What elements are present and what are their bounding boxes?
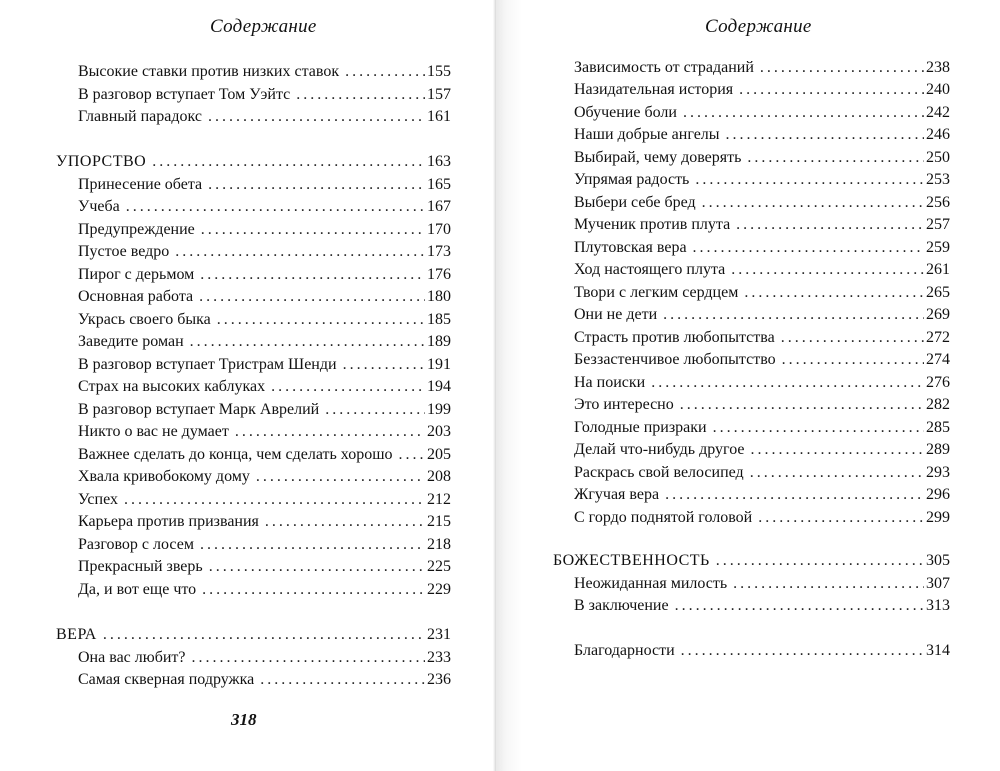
entry-page: 276 — [926, 374, 950, 391]
leader-dots — [265, 512, 425, 532]
entry-page: 274 — [926, 351, 950, 368]
entry-page: 167 — [427, 198, 451, 215]
entry-page: 208 — [427, 468, 451, 485]
entry-title: Пустое ведро — [78, 243, 170, 260]
leader-dots — [680, 395, 924, 415]
entry-page: 215 — [427, 513, 451, 530]
leader-dots — [663, 305, 924, 325]
entry-page: 253 — [926, 171, 950, 188]
entry-page: 272 — [926, 329, 950, 346]
toc-entry — [78, 422, 451, 442]
toc-entry — [78, 265, 451, 285]
leader-dots — [235, 422, 425, 442]
left-page — [0, 0, 496, 771]
entry-page: 189 — [427, 333, 451, 350]
entry-page: 257 — [926, 216, 950, 233]
entry-title: В разговор вступает Том Уэйтс — [78, 86, 291, 103]
leader-dots — [747, 148, 924, 168]
entry-title: Зависимость от страданий — [574, 59, 754, 76]
running-head: Содержание — [705, 16, 812, 37]
entry-title: Важнее сделать до конца, чем сделать хорошо — [78, 446, 393, 463]
leader-dots — [152, 152, 425, 172]
page-number: 318 — [231, 710, 257, 729]
toc-entry — [78, 490, 451, 510]
leader-dots — [202, 580, 425, 600]
section-page: 163 — [427, 153, 451, 170]
entry-title: Да, и вот еще что — [78, 581, 197, 598]
entry-title: Обучение боли — [574, 104, 677, 121]
toc-entry — [78, 287, 451, 307]
leader-dots — [750, 463, 924, 483]
leader-dots — [739, 80, 924, 100]
entry-title: Никто о вас не думает — [78, 423, 229, 440]
entry-title: Они не дети — [574, 306, 658, 323]
entry-title: Карьера против призвания — [78, 513, 259, 530]
toc-entry — [78, 332, 451, 352]
toc-section — [56, 625, 451, 645]
leader-dots — [209, 557, 425, 577]
leader-dots — [103, 625, 425, 645]
toc-entry — [574, 574, 950, 594]
entry-page: 236 — [427, 671, 451, 688]
entry-title: Наши добрые ангелы — [574, 126, 720, 143]
entry-title: Хвала кривобокому дому — [78, 468, 250, 485]
toc-entry — [78, 197, 451, 217]
entry-page: 242 — [926, 104, 950, 121]
entry-page: 289 — [926, 441, 950, 458]
leader-dots — [782, 350, 924, 370]
entry-page: 161 — [427, 108, 451, 125]
toc-entry — [78, 62, 451, 82]
toc-entry — [574, 170, 950, 190]
entry-page: 299 — [926, 509, 950, 526]
toc-entry — [574, 305, 950, 325]
leader-dots — [781, 328, 924, 348]
entry-title: Высокие ставки против низких ставок — [78, 63, 340, 80]
toc-list — [496, 0, 1000, 771]
entry-title: Самая скверная подружка — [78, 671, 255, 688]
leader-dots — [343, 355, 425, 375]
toc-section — [56, 152, 451, 172]
leader-dots — [733, 574, 924, 594]
entry-title: Назидательная история — [574, 81, 734, 98]
leader-dots — [693, 238, 924, 258]
entry-title: Это интересно — [574, 396, 674, 413]
entry-title: В заключение — [574, 597, 669, 614]
leader-dots — [256, 467, 425, 487]
entry-page: 218 — [427, 536, 451, 553]
section-page: 231 — [427, 626, 451, 643]
entry-title: Беззастенчивое любопытство — [574, 351, 776, 368]
entry-title: Укрась своего быка — [78, 311, 211, 328]
toc-entry — [574, 80, 950, 100]
entry-title: Пирог с дерьмом — [78, 266, 195, 283]
entry-title: Страсть против любопытства — [574, 329, 775, 346]
toc-entry — [78, 310, 451, 330]
toc-entry — [78, 580, 451, 600]
leader-dots — [200, 535, 425, 555]
leader-dots — [675, 596, 924, 616]
leader-dots — [736, 215, 924, 235]
leader-dots — [199, 287, 425, 307]
entry-title: Неожиданная милость — [574, 575, 728, 592]
toc-entry — [574, 485, 950, 505]
entry-page: 185 — [427, 311, 451, 328]
entry-title: Делай что-нибудь другое — [574, 441, 745, 458]
leader-dots — [208, 175, 425, 195]
leader-dots — [751, 440, 925, 460]
entry-page: 307 — [926, 575, 950, 592]
entry-title: Раскрась свой велосипед — [574, 464, 744, 481]
leader-dots — [651, 373, 924, 393]
leader-dots — [217, 310, 425, 330]
leader-dots — [208, 107, 425, 127]
entry-title: Выбери себе бред — [574, 194, 696, 211]
entry-page: 199 — [427, 401, 451, 418]
leader-dots — [345, 62, 425, 82]
leader-dots — [271, 377, 425, 397]
toc-entry — [574, 373, 950, 393]
leader-dots — [399, 445, 425, 465]
entry-title: Выбирай, чему доверять — [574, 149, 742, 166]
toc-entry — [574, 58, 950, 78]
section-page: 305 — [926, 552, 950, 569]
entry-title: Благодарности — [574, 642, 675, 659]
toc-entry — [574, 463, 950, 483]
toc-entry — [78, 467, 451, 487]
entry-title: В разговор вступает Тристрам Шенди — [78, 356, 337, 373]
leader-dots — [665, 485, 924, 505]
leader-dots — [713, 418, 924, 438]
entry-page: 212 — [427, 491, 451, 508]
toc-entry — [78, 445, 451, 465]
entry-page: 282 — [926, 396, 950, 413]
entry-page: 203 — [427, 423, 451, 440]
leader-dots — [695, 170, 924, 190]
entry-title: Страх на высоких каблуках — [78, 378, 266, 395]
entry-page: 314 — [926, 642, 950, 659]
toc-entry — [574, 103, 950, 123]
toc-list — [0, 0, 496, 771]
entry-page: 157 — [427, 86, 451, 103]
entry-page: 180 — [427, 288, 451, 305]
leader-dots — [758, 508, 924, 528]
toc-entry — [78, 670, 451, 690]
toc-entry — [78, 355, 451, 375]
entry-page: 155 — [427, 63, 451, 80]
toc-entry — [574, 641, 950, 661]
leader-dots — [260, 670, 425, 690]
entry-title: Прекрасный зверь — [78, 558, 203, 575]
leader-dots — [201, 220, 425, 240]
entry-page: 173 — [427, 243, 451, 260]
entry-page: 233 — [427, 649, 451, 666]
toc-entry — [574, 440, 950, 460]
toc-entry — [574, 125, 950, 145]
entry-title: Упрямая радость — [574, 171, 690, 188]
entry-title: Плутовская вера — [574, 239, 687, 256]
toc-entry — [574, 395, 950, 415]
toc-entry — [78, 557, 451, 577]
toc-entry — [78, 512, 451, 532]
leader-dots — [200, 265, 425, 285]
leader-dots — [190, 332, 425, 352]
entry-title: Ход настоящего плута — [574, 261, 726, 278]
toc-entry — [574, 148, 950, 168]
leader-dots — [192, 648, 426, 668]
toc-entry — [78, 400, 451, 420]
toc-entry — [78, 242, 451, 262]
toc-entry — [78, 535, 451, 555]
entry-title: Предупреждение — [78, 221, 195, 238]
toc-entry — [574, 238, 950, 258]
toc-entry — [574, 283, 950, 303]
section-title: УПОРСТВО — [56, 153, 147, 170]
entry-page: 176 — [427, 266, 451, 283]
entry-title: Заведите роман — [78, 333, 184, 350]
entry-page: 240 — [926, 81, 950, 98]
leader-dots — [744, 283, 924, 303]
toc-entry — [78, 107, 451, 127]
toc-entry — [78, 220, 451, 240]
entry-page: 205 — [427, 446, 451, 463]
toc-entry — [78, 175, 451, 195]
entry-page: 293 — [926, 464, 950, 481]
leader-dots — [760, 58, 924, 78]
entry-page: 238 — [926, 59, 950, 76]
leader-dots — [731, 260, 924, 280]
entry-page: 246 — [926, 126, 950, 143]
entry-page: 165 — [427, 176, 451, 193]
leader-dots — [325, 400, 425, 420]
entry-page: 285 — [926, 419, 950, 436]
entry-page: 191 — [427, 356, 451, 373]
leader-dots — [716, 551, 924, 571]
toc-entry — [574, 350, 950, 370]
entry-page: 229 — [427, 581, 451, 598]
leader-dots — [124, 490, 425, 510]
entry-title: Главный парадокс — [78, 108, 202, 125]
toc-entry — [78, 85, 451, 105]
entry-title: Жгучая вера — [574, 486, 660, 503]
entry-page: 265 — [926, 284, 950, 301]
entry-title: Она вас любит? — [78, 649, 186, 666]
toc-entry — [574, 328, 950, 348]
entry-page: 256 — [926, 194, 950, 211]
entry-title: В разговор вступает Марк Аврелий — [78, 401, 320, 418]
leader-dots — [702, 193, 924, 213]
entry-page: 261 — [926, 261, 950, 278]
toc-entry — [78, 377, 451, 397]
leader-dots — [683, 103, 924, 123]
entry-title: Успех — [78, 491, 118, 508]
right-page — [496, 0, 1000, 771]
entry-page: 296 — [926, 486, 950, 503]
toc-entry — [574, 508, 950, 528]
toc-entry — [574, 596, 950, 616]
toc-entry — [574, 193, 950, 213]
entry-title: Голодные призраки — [574, 419, 707, 436]
entry-page: 170 — [427, 221, 451, 238]
leader-dots — [681, 641, 924, 661]
leader-dots — [296, 85, 425, 105]
section-title: ВЕРА — [56, 626, 97, 643]
toc-entry — [574, 260, 950, 280]
entry-page: 259 — [926, 239, 950, 256]
entry-title: С гордо поднятой головой — [574, 509, 753, 526]
leader-dots — [726, 125, 924, 145]
entry-title: Основная работа — [78, 288, 194, 305]
toc-entry — [78, 648, 451, 668]
entry-title: Разговор с лосем — [78, 536, 194, 553]
entry-page: 250 — [926, 149, 950, 166]
entry-title: На поиски — [574, 374, 646, 391]
entry-title: Мученик против плута — [574, 216, 731, 233]
entry-page: 313 — [926, 597, 950, 614]
entry-title: Учеба — [78, 198, 120, 215]
leader-dots — [126, 197, 425, 217]
entry-page: 269 — [926, 306, 950, 323]
entry-title: Принесение обета — [78, 176, 203, 193]
entry-title: Твори с легким сердцем — [574, 284, 739, 301]
toc-section — [553, 551, 950, 571]
section-title: БОЖЕСТВЕННОСТЬ — [553, 552, 710, 569]
leader-dots — [175, 242, 425, 262]
entry-page: 194 — [427, 378, 451, 395]
entry-page: 225 — [427, 558, 451, 575]
toc-entry — [574, 418, 950, 438]
toc-entry — [574, 215, 950, 235]
running-head: Содержание — [210, 16, 317, 37]
